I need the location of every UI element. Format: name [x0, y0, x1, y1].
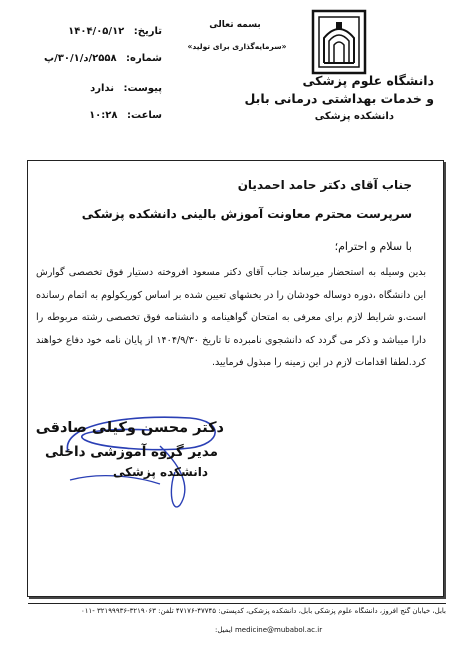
time-value: ۱۰:۲۸ [89, 110, 118, 121]
footer-divider [28, 603, 446, 604]
letter-number [32, 53, 162, 64]
letter-time [32, 110, 162, 121]
university-block [214, 72, 434, 126]
email-label: ایمیل: [215, 626, 233, 634]
recipient-title: سرپرست محترم معاونت آموزش بالینی دانشکده پزشکی [81, 207, 412, 221]
university-name: دانشگاه علوم پزشکی [302, 73, 434, 88]
time-label: ساعت: [126, 110, 162, 121]
signature-block [35, 410, 230, 520]
letter-attachment [32, 83, 162, 94]
email-value[interactable]: medicine@mubabol.ac.ir [234, 626, 323, 634]
letter-date [32, 26, 162, 37]
letter-body-frame [27, 160, 444, 597]
signer-department: دانشکده پزشکی [112, 465, 208, 479]
university-services: و خدمات بهداشتی درمانی بابل [244, 91, 434, 106]
footer-email [215, 626, 322, 634]
attachment-value: ندارد [90, 83, 114, 94]
number-value: ۲۵۵۸/د/۳۰/۱/پ [44, 53, 117, 64]
signer-name: دکتر محسن وکیلی صادقی [35, 420, 224, 436]
faculty-name: دانشکده پزشکی [314, 111, 394, 122]
letter-body: بدین وسیله به استحضار میرساند جناب آقای دکتر مسعود افروخته دستیار فوق تخصصی گوارش این دانشگاه ،دوره دوساله خودشان را در بخشهای تعیین شده بر اساس کوریکولوم به اتمام رسانده است.و شرایط لازم برای معرفی به امتحان گواهینامه و دانشنامه فوق تخصصی رشته مربوطه را دارا میباشد و ذکر می گردد که دانشجوی نامبرده تا تاریخ ۱۴۰۴/۹/۳۰ از پایان نامه خود دفاع خواهند کرد.لطفا اقدامات لازم در این زمینه را مبذول فرمایید. [36, 267, 426, 368]
recipient-name: جناب آقای دکتر حامد احمدیان [237, 178, 412, 192]
footer-address: بابل، خیابان گنج افروز، دانشگاه علوم پزشکی بابل، دانشکده پزشکی، کدپستی: ۴۷۷۴۵-۴۷۱۷۶ تلفن: ۳۲۱۹۰۶۳-۳۲۱۹۹۹۳۶ -۰۱۱ [80, 607, 446, 615]
slogan: «سرمایه‌گذاری برای تولید» [187, 42, 287, 51]
signer-title: مدیر گروه آموزشی داخلی [45, 444, 218, 460]
date-value: ۱۴۰۴/۰۵/۱۲ [68, 26, 125, 37]
basmala: بسمه تعالی [209, 20, 261, 30]
number-label: شماره: [126, 53, 162, 64]
university-logo-icon [310, 8, 368, 78]
attachment-label: پیوست: [123, 83, 162, 94]
date-label: تاریخ: [133, 26, 162, 37]
greeting: با سلام و احترام؛ [334, 240, 412, 253]
